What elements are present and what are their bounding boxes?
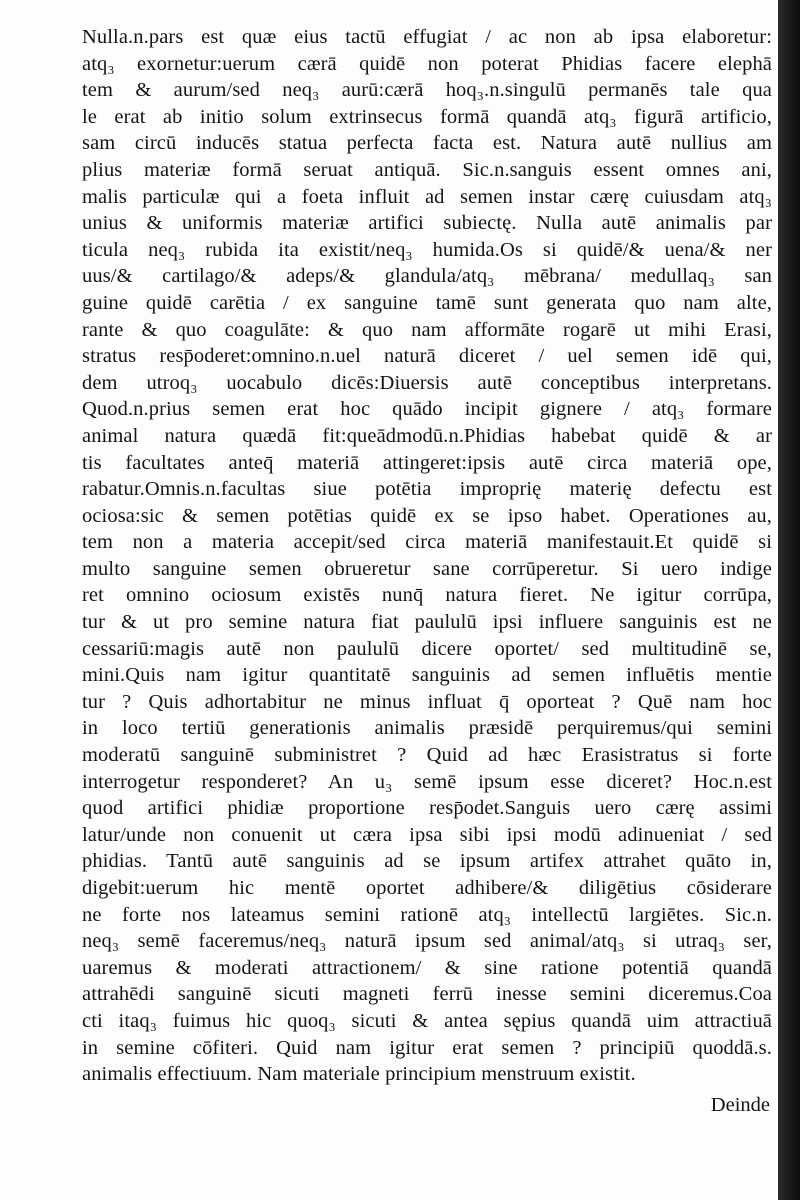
- text-line: Quod.n.prius semen erat hoc quādo incipit gignere / atq₃ formare: [82, 398, 772, 421]
- text-line: guine quidē carētia / ex sanguine tamē sunt generata quo nam alte,: [82, 291, 772, 314]
- text-line: interrogetur responderet? An u₃ semē ipsum esse diceret? Hoc.n.est: [82, 770, 772, 793]
- text-line: tem & aurum/sed neq₃ aurū:cærā hoq₃.n.singulū permanēs tale qua: [82, 79, 772, 102]
- text-line: multo sanguine semen obrueretur sane corrūperetur. Si uero indige: [82, 557, 772, 580]
- text-line: uus/& cartilago/& adeps/& glandula/atq₃ mēbrana/ medullaq₃ san: [82, 265, 772, 288]
- text-line: moderatū sanguinē subministret ? Quid ad hæc Erasistratus si forte: [82, 744, 772, 767]
- text-line: tur & ut pro semine natura fiat paululū ipsi influere sanguinis est ne: [82, 611, 772, 634]
- text-line: rabatur.Omnis.n.facultas siue potētia improprię materię defectu est: [82, 478, 772, 501]
- text-line: cessariū:magis autē non paululū dicere oportet/ sed multitudinē se,: [82, 637, 772, 660]
- text-line: dem utroq₃ uocabulo dicēs:Diuersis autē conceptibus interpretans.: [82, 371, 772, 394]
- text-line: ociosa:sic & semen potētias quidē ex se ipso habet. Operationes au,: [82, 504, 772, 527]
- text-line: stratus resp̄oderet:omnino.n.uel naturā diceret / uel semen idē qui,: [82, 345, 772, 368]
- text-line: digebit:uerum hic mentē oportet adhibere/& diligētius cōsiderare: [82, 877, 772, 899]
- text-line: attrahēdi sanguinē sicuti magneti ferrū inesse semini diceremus.Coa: [82, 983, 772, 1006]
- text-line: tem non a materia accepit/sed circa materiā manifestauit.Et quidē si: [82, 531, 772, 554]
- text-line: le erat ab initio solum extrinsecus formā quandā atq₃ figurā artificio,: [82, 105, 772, 128]
- text-line: phidias. Tantū autē sanguinis ad se ipsum artifex attrahet quāto in,: [82, 850, 772, 873]
- text-line: cti itaq₃ fuimus hic quoq₃ sicuti & antea sępius quandā uim attractiuā: [82, 1009, 772, 1032]
- text-line: animal natura quædā fit:queādmodū.n.Phidias habebat quidē & ar: [82, 424, 772, 447]
- body-text: [82, 24, 772, 1088]
- text-line: ticula neq₃ rubida ita existit/neq₃ humida.Os si quidē/& uena/& ner: [82, 238, 772, 261]
- text-line: ne forte nos lateamus semini rationē atq₃ intellectū largiētes. Sic.n.: [82, 903, 772, 926]
- text-line: mini.Quis nam igitur quantitatē sanguinis ad semen influētis mentie: [82, 664, 772, 687]
- text-line: ret omnino ociosum existēs nunq̄ natura fieret. Ne igitur corrūpa,: [82, 584, 772, 607]
- text-line: plius materiæ formā seruat antiquā. Sic.n.sanguis essent omnes ani,: [82, 158, 772, 181]
- text-line: unius & uniformis materiæ artifici subiectę. Nulla autē animalis par: [82, 212, 772, 235]
- text-line: atq₃ exornetur:uerum cærā quidē non poterat Phidias facere elephā: [82, 52, 772, 75]
- scan-edge-shadow: [778, 0, 800, 1200]
- text-line: animalis effectiuum. Nam materiale principium menstruum existit.: [82, 1063, 636, 1086]
- text-line: tis facultates anteq̄ materiā attingeret:ipsis autē circa materiā ope,: [82, 451, 772, 474]
- text-line: rante & quo coagulāte: & quo nam afformāte rogarē ut mihi Erasi,: [82, 318, 772, 341]
- text-line: uaremus & moderati attractionem/ & sine ratione potentiā quandā: [82, 956, 772, 979]
- text-line: malis particulæ qui a foeta influit ad semen instar cærę cuiusdam atq₃: [82, 185, 772, 208]
- text-line: tur ? Quis adhortabitur ne minus influat q̄ oporteat ? Quē nam hoc: [82, 690, 772, 713]
- text-line: quod artifici phidiæ proportione resp̄odet.Sanguis uero cærę assimi: [82, 797, 772, 820]
- text-line: in semine cōfiteri. Quid nam igitur erat semen ? principiū quoddā.s.: [82, 1036, 772, 1059]
- text-line: Nulla.n.pars est quæ eius tactū effugiat / ac non ab ipsa elaboretur:: [82, 26, 772, 48]
- text-line: latur/unde non conuenit ut cæra ipsa sibi ipsi modū adinueniat / sed: [82, 823, 772, 846]
- text-line: sam circū inducēs statua perfecta facta est. Natura autē nullius am: [82, 132, 772, 155]
- text-line: in loco tertiū generationis animalis præsidē perquiremus/qui semini: [82, 717, 772, 740]
- text-line: neq₃ semē faceremus/neq₃ naturā ipsum sed animal/atq₃ si utraq₃ ser,: [82, 930, 772, 953]
- catchword: Deinde: [710, 1094, 770, 1116]
